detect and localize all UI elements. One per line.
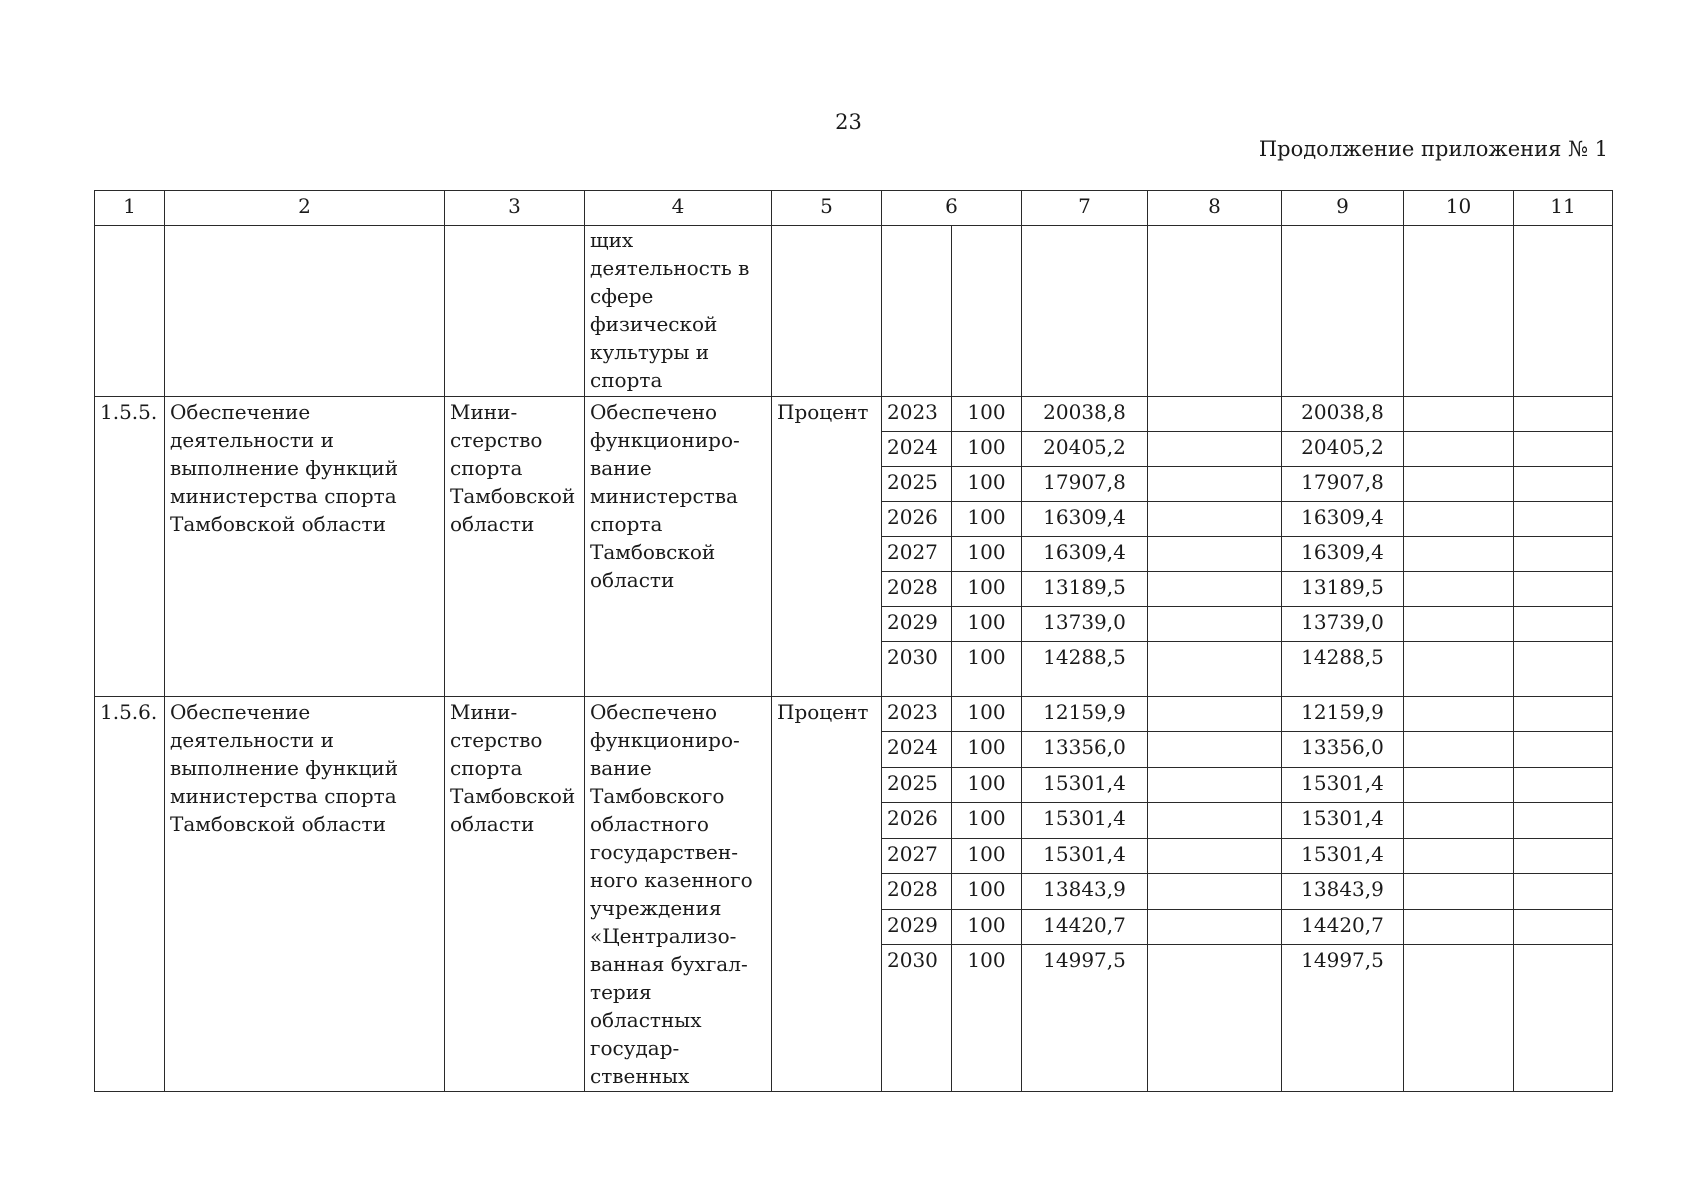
column-number: 2 [165, 191, 445, 226]
empty-cell [1404, 607, 1514, 642]
empty-cell [1148, 607, 1282, 642]
percent-cell: 100 [952, 607, 1022, 642]
empty-cell [1404, 397, 1514, 432]
percent-cell: 100 [952, 732, 1022, 767]
empty-cell [1404, 838, 1514, 873]
regional-amount-cell: 13189,5 [1282, 572, 1404, 607]
column-number: 1 [95, 191, 165, 226]
total-amount-cell: 16309,4 [1022, 537, 1148, 572]
regional-amount-cell: 15301,4 [1282, 838, 1404, 873]
measure-result [585, 397, 772, 697]
empty-cell [882, 226, 952, 397]
year-cell: 2025 [882, 767, 952, 802]
regional-amount-cell: 14420,7 [1282, 909, 1404, 944]
year-cell: 2026 [882, 803, 952, 838]
year-cell: 2029 [882, 607, 952, 642]
measure-name [165, 397, 445, 697]
regional-amount-cell: 16309,4 [1282, 537, 1404, 572]
empty-cell [1148, 732, 1282, 767]
empty-cell [1514, 537, 1613, 572]
year-cell: 2027 [882, 537, 952, 572]
percent-cell: 100 [952, 572, 1022, 607]
empty-cell [1404, 572, 1514, 607]
total-amount-cell: 13843,9 [1022, 874, 1148, 909]
percent-cell: 100 [952, 432, 1022, 467]
regional-amount-cell: 16309,4 [1282, 502, 1404, 537]
measure-name-text: Обеспечение деятельности и выполнение функций министерства спорта Тамбовской области [170, 700, 399, 836]
measure-result-text: Обеспечено функциониро- вание Тамбовского областного государствен- ного казенного учреждения «Централизо- ванная бухгал- терия областных государ- ственных [590, 700, 753, 1088]
regional-amount-cell: 14997,5 [1282, 945, 1404, 1092]
percent-cell: 100 [952, 502, 1022, 537]
percent-cell: 100 [952, 909, 1022, 944]
measure-result-text: Обеспечено функциониро- вание министерства спорта Тамбовской области [590, 400, 740, 592]
table-row [95, 697, 1613, 732]
empty-cell [95, 226, 165, 397]
measure-code: 1.5.5. [95, 397, 165, 697]
empty-cell [1148, 467, 1282, 502]
total-amount-cell: 13739,0 [1022, 607, 1148, 642]
total-amount-cell: 20038,8 [1022, 397, 1148, 432]
empty-cell [1148, 874, 1282, 909]
regional-amount-cell: 13356,0 [1282, 732, 1404, 767]
total-amount-cell: 15301,4 [1022, 838, 1148, 873]
year-cell: 2030 [882, 642, 952, 697]
total-amount-cell: 13356,0 [1022, 732, 1148, 767]
year-cell: 2026 [882, 502, 952, 537]
empty-cell [1404, 767, 1514, 802]
empty-cell [1514, 572, 1613, 607]
year-cell: 2030 [882, 945, 952, 1092]
column-number: 8 [1148, 191, 1282, 226]
continued-result-text [585, 226, 772, 397]
column-number: 7 [1022, 191, 1148, 226]
appendix-table [94, 190, 1613, 1092]
empty-cell [1514, 874, 1613, 909]
empty-cell [1148, 909, 1282, 944]
empty-cell [1148, 697, 1282, 732]
empty-cell [1514, 909, 1613, 944]
empty-cell [1404, 642, 1514, 697]
empty-cell [1148, 432, 1282, 467]
empty-cell [1514, 607, 1613, 642]
measure-name-text: Обеспечение деятельности и выполнение функций министерства спорта Тамбовской области [170, 400, 399, 536]
empty-cell [1514, 467, 1613, 502]
column-number: 6 [882, 191, 1022, 226]
empty-cell [1148, 502, 1282, 537]
total-amount-cell: 20405,2 [1022, 432, 1148, 467]
empty-cell [1514, 502, 1613, 537]
regional-amount-cell: 13843,9 [1282, 874, 1404, 909]
empty-cell [1148, 226, 1282, 397]
empty-cell [1148, 945, 1282, 1092]
year-cell: 2025 [882, 467, 952, 502]
total-amount-cell: 17907,8 [1022, 467, 1148, 502]
column-number-row [95, 191, 1613, 226]
percent-cell: 100 [952, 838, 1022, 873]
empty-cell [1514, 803, 1613, 838]
continued-result-text-content: щих деятельность в сфере физической культуры и спорта [590, 228, 750, 392]
empty-cell [1404, 945, 1514, 1092]
empty-cell [1404, 803, 1514, 838]
column-number: 3 [445, 191, 585, 226]
empty-cell [1404, 226, 1514, 397]
empty-cell [1514, 226, 1613, 397]
percent-cell: 100 [952, 697, 1022, 732]
page-number: 23 [835, 110, 862, 134]
empty-cell [1148, 572, 1282, 607]
total-amount-cell: 14288,5 [1022, 642, 1148, 697]
empty-cell [1514, 945, 1613, 1092]
measure-executor [445, 397, 585, 697]
total-amount-cell: 14997,5 [1022, 945, 1148, 1092]
regional-amount-cell: 13739,0 [1282, 607, 1404, 642]
empty-cell [1282, 226, 1404, 397]
percent-cell: 100 [952, 767, 1022, 802]
year-cell: 2029 [882, 909, 952, 944]
empty-cell [445, 226, 585, 397]
percent-cell: 100 [952, 803, 1022, 838]
empty-cell [1404, 732, 1514, 767]
appendix-continuation-note: Продолжение приложения № 1 [1258, 137, 1608, 161]
total-amount-cell: 13189,5 [1022, 572, 1148, 607]
regional-amount-cell: 14288,5 [1282, 642, 1404, 697]
total-amount-cell: 16309,4 [1022, 502, 1148, 537]
measure-executor-text: Мини- стерство спорта Тамбовской области [450, 400, 576, 536]
empty-cell [1514, 397, 1613, 432]
year-cell: 2027 [882, 838, 952, 873]
empty-cell [1404, 432, 1514, 467]
column-number: 4 [585, 191, 772, 226]
empty-cell [1148, 803, 1282, 838]
regional-amount-cell: 20405,2 [1282, 432, 1404, 467]
total-amount-cell: 12159,9 [1022, 697, 1148, 732]
measure-code: 1.5.6. [95, 697, 165, 1092]
year-cell: 2028 [882, 572, 952, 607]
column-number: 10 [1404, 191, 1514, 226]
percent-cell: 100 [952, 945, 1022, 1092]
empty-cell [1148, 397, 1282, 432]
empty-cell [1514, 767, 1613, 802]
measure-executor-text: Мини- стерство спорта Тамбовской области [450, 700, 576, 836]
measure-unit: Процент [772, 397, 882, 697]
percent-cell: 100 [952, 467, 1022, 502]
measure-executor [445, 697, 585, 1092]
measure-result [585, 697, 772, 1092]
empty-cell [1404, 467, 1514, 502]
empty-cell [1148, 537, 1282, 572]
regional-amount-cell: 17907,8 [1282, 467, 1404, 502]
percent-cell: 100 [952, 537, 1022, 572]
year-cell: 2024 [882, 732, 952, 767]
total-amount-cell: 15301,4 [1022, 767, 1148, 802]
empty-cell [1404, 537, 1514, 572]
empty-cell [1022, 226, 1148, 397]
empty-cell [1404, 909, 1514, 944]
regional-amount-cell: 15301,4 [1282, 767, 1404, 802]
column-number: 9 [1282, 191, 1404, 226]
empty-cell [1514, 432, 1613, 467]
year-cell: 2024 [882, 432, 952, 467]
empty-cell [952, 226, 1022, 397]
empty-cell [1514, 642, 1613, 697]
percent-cell: 100 [952, 874, 1022, 909]
empty-cell [1404, 874, 1514, 909]
total-amount-cell: 15301,4 [1022, 803, 1148, 838]
year-cell: 2023 [882, 397, 952, 432]
measure-unit: Процент [772, 697, 882, 1092]
column-number: 5 [772, 191, 882, 226]
regional-amount-cell: 20038,8 [1282, 397, 1404, 432]
measure-name [165, 697, 445, 1092]
empty-cell [1514, 838, 1613, 873]
empty-cell [1148, 767, 1282, 802]
empty-cell [1514, 697, 1613, 732]
empty-cell [1404, 502, 1514, 537]
percent-cell: 100 [952, 642, 1022, 697]
empty-cell [1148, 838, 1282, 873]
regional-amount-cell: 12159,9 [1282, 697, 1404, 732]
percent-cell: 100 [952, 397, 1022, 432]
empty-cell [165, 226, 445, 397]
empty-cell [1514, 732, 1613, 767]
table-row [95, 397, 1613, 432]
empty-cell [772, 226, 882, 397]
year-cell: 2023 [882, 697, 952, 732]
empty-cell [1148, 642, 1282, 697]
year-cell: 2028 [882, 874, 952, 909]
column-number: 11 [1514, 191, 1613, 226]
regional-amount-cell: 15301,4 [1282, 803, 1404, 838]
empty-cell [1404, 697, 1514, 732]
continued-row [95, 226, 1613, 397]
total-amount-cell: 14420,7 [1022, 909, 1148, 944]
